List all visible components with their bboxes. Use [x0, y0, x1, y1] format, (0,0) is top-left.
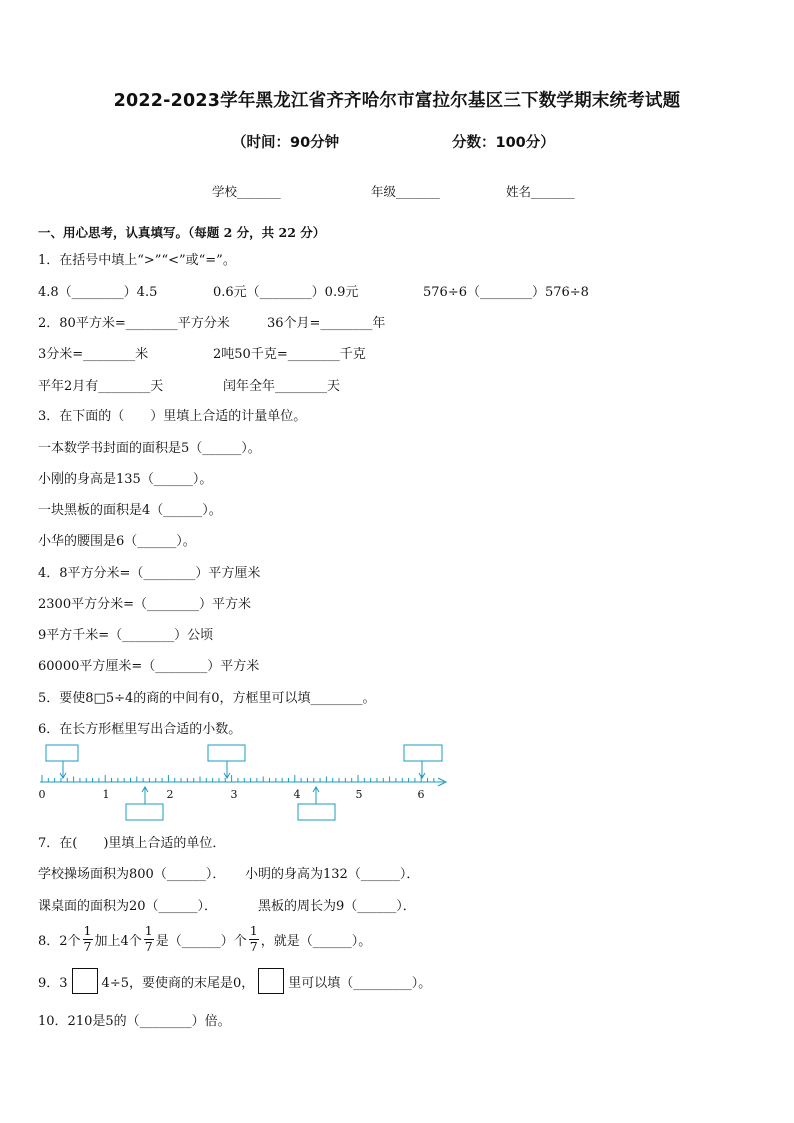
q7-b: 小明的身高为132（______）． [245, 867, 420, 882]
tick-label-1: 1 [102, 788, 110, 801]
answer-box-top-2[interactable] [208, 745, 245, 761]
q8-part2: 加上4个 [94, 933, 142, 949]
blank-box[interactable] [258, 968, 284, 994]
q3-c: 一块黑板的面积是4（______）。 [38, 503, 222, 518]
q10-text: 10．210是5的（________）倍。 [38, 1014, 231, 1029]
answer-box-bottom-2[interactable] [298, 804, 335, 820]
q8-line [38, 920, 371, 958]
q3-d: 小华的腰围是6（______）。 [38, 534, 196, 549]
q7-c: 课桌面的面积为20（______）． [38, 899, 218, 914]
q4-a: 4．8平方分米=（________）平方厘米 [38, 566, 261, 581]
answer-box-top-1[interactable] [46, 745, 78, 761]
number-line-figure [30, 742, 460, 824]
answer-box-bottom-1[interactable] [126, 804, 163, 820]
tick-label-0: 0 [38, 788, 46, 801]
blank-box[interactable] [72, 968, 98, 994]
q2-e: 平年2月有________天 [38, 379, 164, 394]
q4-c: 9平方千米=（________）公顷 [38, 628, 214, 643]
q2-b: 36个月=________年 [267, 316, 386, 331]
q1-b: 0.6元（________）0.9元 [213, 285, 359, 300]
q9-part3: 里可以填（_________）。 [288, 975, 432, 991]
tick-label-3: 3 [230, 788, 238, 801]
q3-a: 一本数学书封面的面积是5（______）。 [38, 441, 261, 456]
q2-a: 2．80平方米=________平方分米 [38, 316, 230, 331]
q7-a: 学校操场面积为800（______）． [38, 867, 226, 882]
tick-label-5: 5 [355, 788, 363, 801]
q4-b: 2300平方分米=（________）平方米 [38, 597, 251, 612]
tick-label-6: 6 [417, 788, 425, 801]
q4-d: 60000平方厘米=（________）平方米 [38, 659, 260, 674]
page-title: 2022-2023学年黑龙江省齐齐哈尔市富拉尔基区三下数学期末统考试题 [113, 91, 681, 111]
tick-marks [42, 775, 434, 782]
school-field: 学校_______ [212, 184, 281, 199]
q2-d: 2吨50千克=________千克 [213, 347, 366, 362]
q2-c: 3分米=________米 [38, 347, 149, 362]
q7-d: 黑板的周长为9（______）． [258, 899, 416, 914]
fraction-one-seventh: $\frac{1}{7}$ [249, 923, 258, 954]
answer-box-top-3[interactable] [404, 745, 442, 761]
q9-line [38, 966, 431, 996]
q8-part3: 是（______）个 [155, 933, 247, 949]
section-heading: 一、用心思考，认真填写。（每题 2 分，共 22 分） [38, 225, 326, 240]
q8-part1: 8．2个 [38, 933, 81, 949]
q3-stem: 3．在下面的（ ）里填上合适的计量单位。 [38, 409, 307, 424]
q8-part4: ，就是（______）。 [260, 933, 372, 949]
q5-text: 5．要使8□5÷4的商的中间有0，方框里可以填________。 [38, 691, 376, 706]
q7-stem: 7．在( )里填上合适的单位． [38, 836, 226, 851]
q1-a: 4.8（________）4.5 [38, 285, 158, 300]
exam-time: （时间：90分钟 [232, 135, 340, 151]
q2-f: 闰年全年________天 [223, 379, 341, 394]
q9-part1: 9．3 [38, 975, 68, 991]
exam-score: 分数：100分） [452, 135, 555, 151]
grade-field: 年级_______ [371, 184, 440, 199]
q1-c: 576÷6（________）576÷8 [423, 285, 589, 300]
tick-label-4: 4 [293, 788, 301, 801]
q3-b: 小刚的身高是135（______）。 [38, 472, 213, 487]
name-field: 姓名_______ [506, 184, 575, 199]
tick-label-2: 2 [166, 788, 174, 801]
q9-part2: 4÷5，要使商的末尾是0， [101, 975, 255, 991]
fraction-one-seventh: $\frac{1}{7}$ [83, 923, 92, 954]
q6-stem: 6．在长方形框里写出合适的小数。 [38, 722, 242, 737]
fraction-one-seventh: $\frac{1}{7}$ [144, 923, 153, 954]
q1-stem: 1．在括号中填上“>”“<”或“=”。 [38, 253, 236, 268]
